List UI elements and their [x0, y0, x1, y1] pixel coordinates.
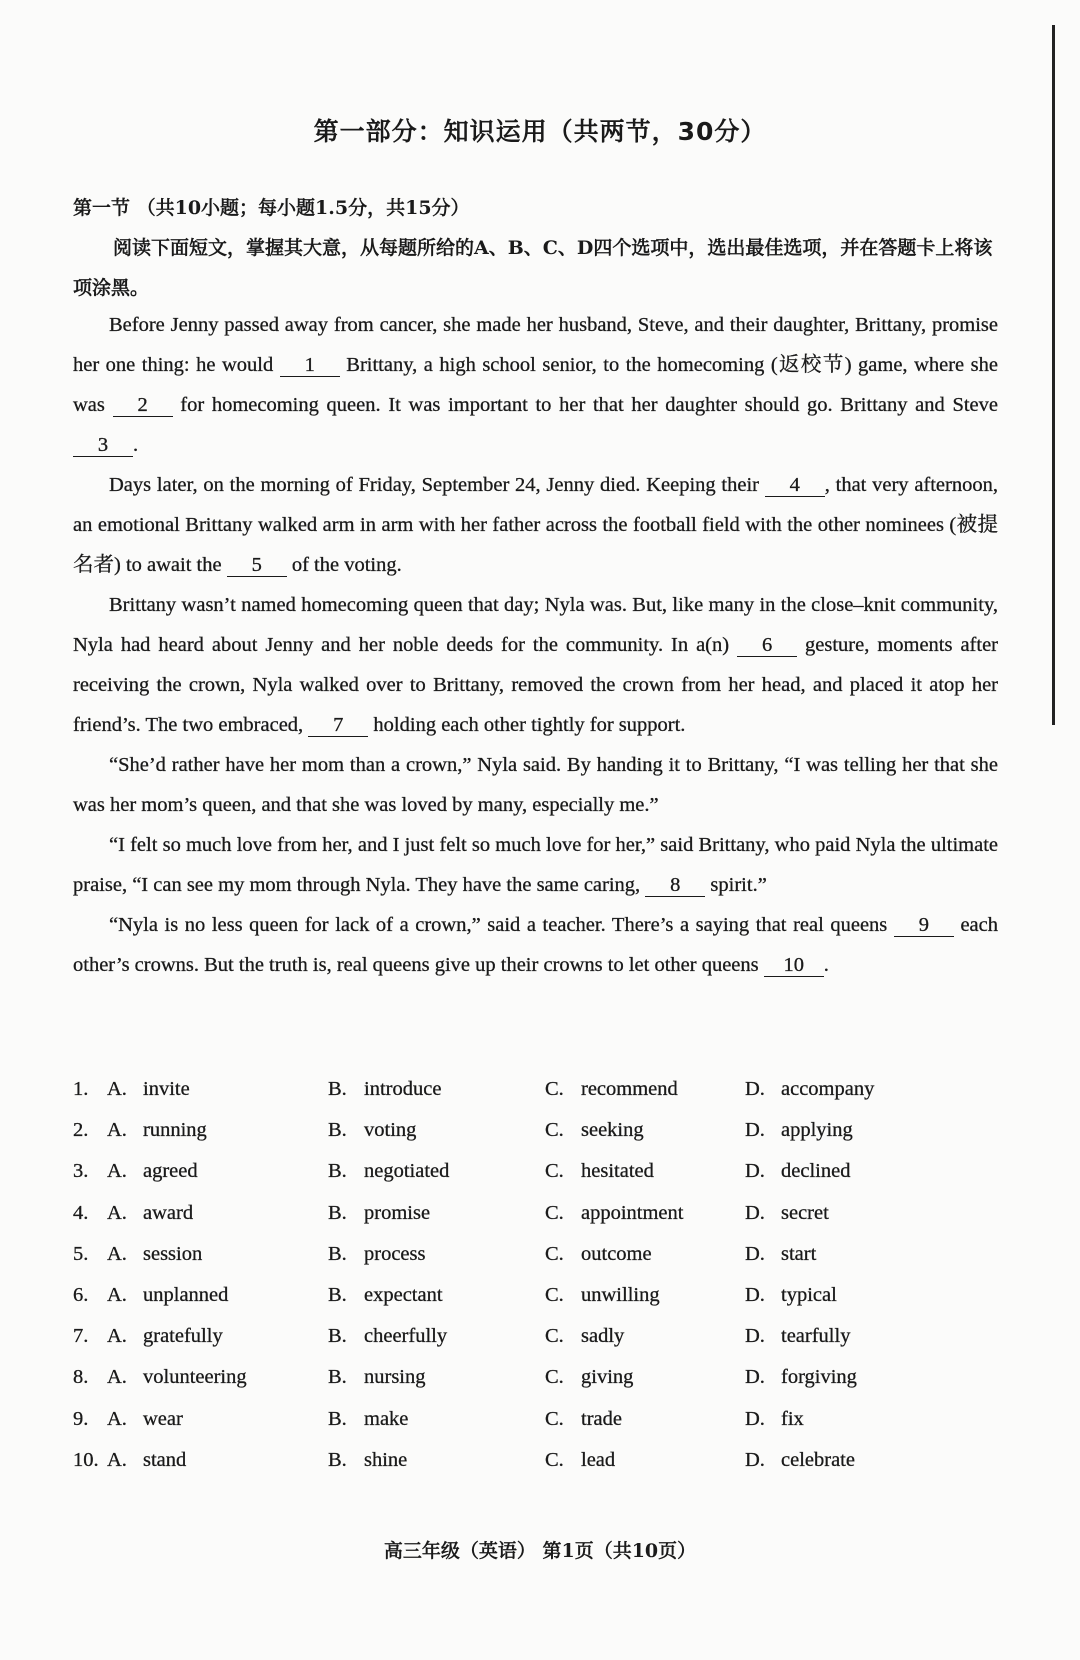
section-instructions: 阅读下面短文，掌握其大意，从每题所给的A、B、C、D四个选项中，选出最佳选项，并在答题卡上将该项涂黑。 [73, 237, 993, 299]
passage-paragraph-1: Before Jenny passed away from cancer, she made her husband, Steve, and their daughter, Brittany, promise her one thing: he would 1 Brittany, a high school senior, to the homecoming (返校节) game, where she was 2 for homecoming queen. It was important to her that her daughter should go. Brittany and Steve 3 . [73, 314, 998, 456]
blank-2: 2 [113, 394, 173, 417]
section-heading: 第一节 （共10小题；每小题1.5分，共15分） [73, 197, 470, 219]
option-d[interactable] [745, 1284, 837, 1307]
option-letter: B. [328, 1078, 347, 1100]
blank-7: 7 [308, 714, 368, 737]
option-text: recommend [581, 1078, 678, 1100]
option-c[interactable] [545, 1408, 622, 1431]
option-text: trade [581, 1407, 622, 1430]
question-number: 5. [73, 1242, 89, 1265]
option-c[interactable] [545, 1119, 644, 1142]
option-c[interactable] [545, 1284, 660, 1307]
option-text: wear [143, 1407, 183, 1430]
option-letter: B. [328, 1283, 347, 1306]
question-number: 2. [73, 1119, 89, 1142]
option-letter: D. [745, 1160, 765, 1183]
option-letter: C. [545, 1283, 564, 1306]
question-row [73, 1119, 998, 1160]
option-text: celebrate [781, 1448, 855, 1471]
option-text: gratefully [143, 1325, 223, 1348]
option-text: fix [781, 1407, 804, 1430]
option-letter: A. [107, 1448, 127, 1471]
option-letter: B. [328, 1242, 347, 1265]
option-text: award [143, 1201, 194, 1224]
option-letter: B. [328, 1448, 347, 1471]
option-letter: B. [328, 1160, 347, 1183]
option-letter: B. [328, 1325, 347, 1348]
option-d[interactable] [745, 1160, 850, 1183]
option-text: accompany [781, 1078, 875, 1100]
option-text: stand [143, 1448, 187, 1471]
option-text: declined [781, 1160, 851, 1183]
option-text: expectant [364, 1283, 443, 1306]
option-text: make [364, 1407, 409, 1430]
question-number: 7. [73, 1325, 89, 1348]
question-row [73, 1160, 998, 1201]
option-letter: C. [545, 1366, 564, 1389]
option-text: secret [781, 1201, 829, 1224]
option-text: negotiated [364, 1160, 450, 1183]
option-letter: B. [328, 1201, 347, 1224]
option-b[interactable] [328, 1119, 416, 1142]
option-letter: D. [745, 1242, 765, 1265]
option-d[interactable] [745, 1449, 855, 1472]
option-b[interactable] [328, 1160, 449, 1183]
option-letter: A. [107, 1160, 127, 1183]
option-c[interactable] [545, 1366, 633, 1389]
option-text: nursing [364, 1366, 426, 1389]
option-letter: C. [545, 1201, 564, 1224]
question-row [73, 1243, 998, 1284]
option-c[interactable] [545, 1243, 652, 1266]
option-letter: A. [107, 1325, 127, 1348]
option-letter: A. [107, 1242, 127, 1265]
option-d[interactable] [745, 1243, 816, 1266]
question-row [73, 1078, 998, 1119]
option-letter: C. [545, 1242, 564, 1265]
option-b[interactable] [328, 1078, 441, 1101]
option-a[interactable] [107, 1284, 228, 1307]
option-text: agreed [143, 1160, 198, 1183]
question-number: 10. [73, 1448, 99, 1471]
option-a[interactable] [107, 1366, 247, 1389]
option-a[interactable] [107, 1408, 183, 1431]
option-letter: D. [745, 1119, 765, 1142]
option-text: sadly [581, 1325, 625, 1348]
blank-8: 8 [645, 874, 705, 897]
option-letter: A. [107, 1283, 127, 1306]
page-footer: 高三年级（英语） 第1页（共10页） [383, 1540, 697, 1562]
option-text: appointment [581, 1201, 684, 1224]
option-a[interactable] [107, 1202, 193, 1225]
option-a[interactable] [107, 1243, 202, 1266]
option-text: introduce [364, 1078, 442, 1100]
option-a[interactable] [107, 1325, 223, 1348]
option-letter: B. [328, 1366, 347, 1389]
option-b[interactable] [328, 1325, 447, 1348]
option-b[interactable] [328, 1202, 430, 1225]
option-text: promise [364, 1201, 431, 1224]
option-text: shine [364, 1448, 408, 1471]
option-text: session [143, 1242, 203, 1265]
option-letter: B. [328, 1119, 347, 1142]
option-text: forgiving [781, 1366, 857, 1389]
answer-options [73, 1078, 998, 1490]
option-letter: D. [745, 1325, 765, 1348]
question-number: 9. [73, 1407, 89, 1430]
blank-4: 4 [765, 474, 825, 497]
option-text: seeking [581, 1119, 644, 1142]
option-d[interactable] [745, 1202, 829, 1225]
cloze-passage [73, 305, 998, 985]
option-b[interactable] [328, 1366, 426, 1389]
option-a[interactable] [107, 1160, 198, 1183]
passage-paragraph-2: Days later, on the morning of Friday, September 24, Jenny died. Keeping their 4 , that very afternoon, an emotional Brittany walked arm in arm with her father across the football field with the other nominees (被提名者) to await the 5 of the voting. [73, 474, 998, 576]
option-text: unwilling [581, 1283, 660, 1306]
question-row [73, 1366, 998, 1407]
question-row [73, 1284, 998, 1325]
question-number: 1. [73, 1078, 89, 1100]
option-d[interactable] [745, 1325, 850, 1348]
question-number: 4. [73, 1201, 89, 1224]
option-letter: A. [107, 1366, 127, 1389]
option-text: process [364, 1242, 426, 1265]
question-number: 6. [73, 1283, 89, 1306]
option-b[interactable] [328, 1243, 425, 1266]
option-b[interactable] [328, 1449, 407, 1472]
option-letter: C. [545, 1325, 564, 1348]
blank-10: 10 [764, 954, 824, 977]
passage-paragraph-3: Brittany wasn’t named homecoming queen that day; Nyla was. But, like many in the close–knit community, Nyla had heard about Jenny and her noble deeds for the community. In a(n) 6 gesture, moments after receiving the crown, Nyla walked over to Brittany, removed the crown from her head, and placed it atop her friend’s. The two embraced, 7 holding each other tightly for support. [73, 594, 998, 736]
option-c[interactable] [545, 1160, 654, 1183]
option-letter: D. [745, 1201, 765, 1224]
option-letter: C. [545, 1078, 564, 1100]
option-text: volunteering [143, 1366, 247, 1389]
option-text: unplanned [143, 1283, 229, 1306]
option-c[interactable] [545, 1325, 624, 1348]
option-d[interactable] [745, 1408, 804, 1431]
option-c[interactable] [545, 1202, 683, 1225]
blank-6: 6 [737, 634, 797, 657]
option-b[interactable] [328, 1284, 443, 1307]
option-letter: A. [107, 1078, 127, 1100]
question-number: 3. [73, 1160, 89, 1183]
option-letter: C. [545, 1407, 564, 1430]
option-text: hesitated [581, 1160, 654, 1183]
question-number: 8. [73, 1366, 89, 1389]
question-row [73, 1449, 998, 1490]
passage-paragraph-5: “I felt so much love from her, and I just felt so much love for her,” said Brittany, who paid Nyla the ultimate praise, “I can see my mom through Nyla. They have the same caring, 8 spirit.” [73, 834, 998, 896]
option-a[interactable] [107, 1078, 190, 1101]
option-d[interactable] [745, 1366, 857, 1389]
option-text: voting [364, 1119, 417, 1142]
option-letter: D. [745, 1448, 765, 1471]
option-d[interactable] [745, 1078, 874, 1101]
option-letter: A. [107, 1407, 127, 1430]
blank-3: 3 [73, 434, 133, 457]
option-text: typical [781, 1283, 837, 1306]
option-letter: C. [545, 1119, 564, 1142]
passage-paragraph-6: “Nyla is no less queen for lack of a crown,” said a teacher. There’s a saying that real queens 9 each other’s crowns. But the truth is, real queens give up their crowns to let other queens 10 . [73, 914, 998, 976]
blank-5: 5 [227, 554, 287, 577]
option-text: start [781, 1242, 817, 1265]
option-letter: C. [545, 1448, 564, 1471]
option-text: outcome [581, 1242, 652, 1265]
blank-9: 9 [894, 914, 954, 937]
option-letter: D. [745, 1283, 765, 1306]
question-row [73, 1202, 998, 1243]
blank-1: 1 [280, 354, 340, 377]
option-letter: C. [545, 1160, 564, 1183]
option-letter: A. [107, 1201, 127, 1224]
option-letter: A. [107, 1119, 127, 1142]
option-a[interactable] [107, 1449, 186, 1472]
option-letter: D. [745, 1407, 765, 1430]
part-title: 第一部分：知识运用（共两节，30分） [313, 117, 767, 146]
option-text: tearfully [781, 1325, 851, 1348]
option-text: running [143, 1119, 207, 1142]
option-text: invite [143, 1078, 190, 1100]
option-letter: D. [745, 1078, 765, 1100]
option-letter: D. [745, 1366, 765, 1389]
option-text: applying [781, 1119, 853, 1142]
question-row [73, 1325, 998, 1366]
option-text: giving [581, 1366, 634, 1389]
passage-paragraph-4: “She’d rather have her mom than a crown,” Nyla said. By handing it to Brittany, “I was telling her that she was her mom’s queen, and that she was loved by many, especially me.” [73, 754, 998, 816]
option-letter: B. [328, 1407, 347, 1430]
option-text: lead [581, 1448, 616, 1471]
option-c[interactable] [545, 1078, 678, 1101]
option-text: cheerfully [364, 1325, 448, 1348]
option-c[interactable] [545, 1449, 615, 1472]
option-d[interactable] [745, 1119, 853, 1142]
question-row [73, 1408, 998, 1449]
option-b[interactable] [328, 1408, 408, 1431]
option-a[interactable] [107, 1119, 207, 1142]
